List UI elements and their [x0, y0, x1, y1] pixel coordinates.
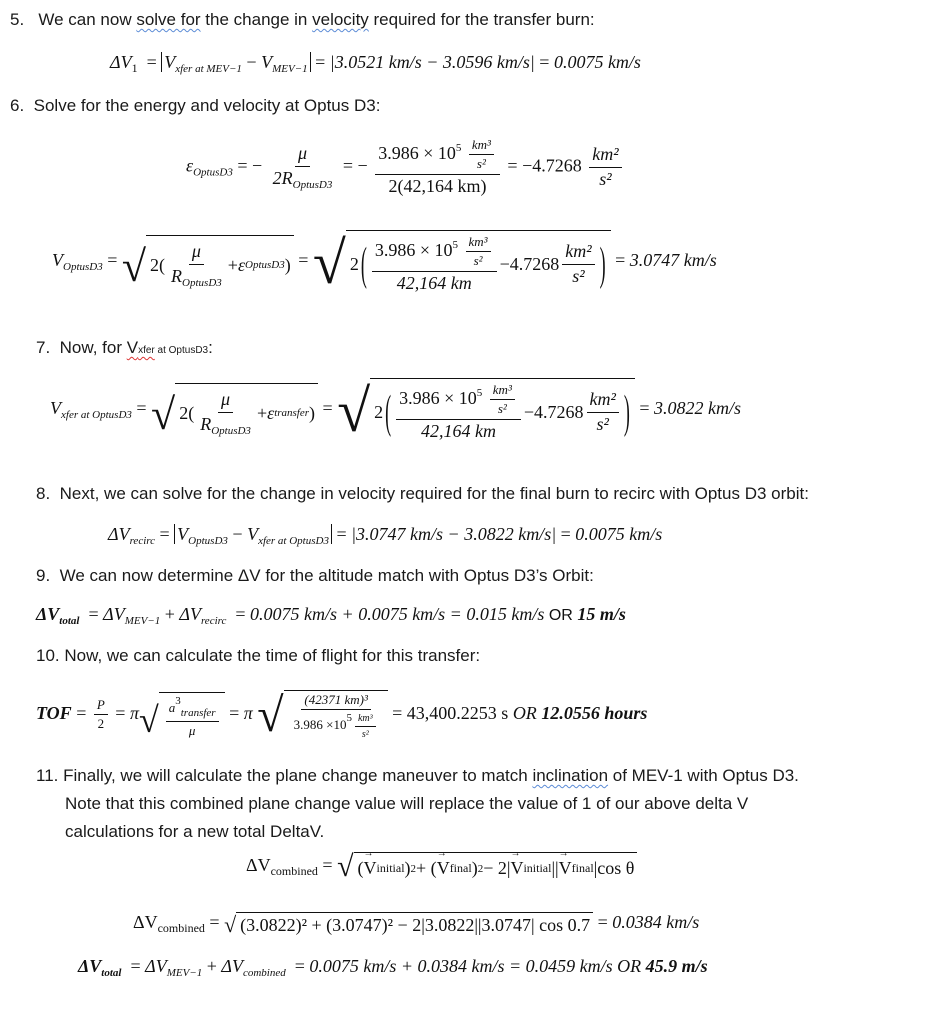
term: V — [164, 52, 176, 72]
lhs: ε — [186, 155, 194, 176]
square-root: √ 2 ( $3.986 \times 10^5$ $\frac{\text{km³}}{\text{s²}}$ 42,164 km − 4.7268 $\frac{\text{km²}}{\text{s²}}$ ) — [313, 230, 611, 293]
energy: 4.7268 — [534, 401, 584, 422]
term: V — [261, 52, 273, 72]
step-7 — [36, 338, 213, 358]
equation-delta-v-total-altitude: $\Delta V_{total} = \Delta V_{MEV-1} + \Delta V_{recirc} = 0.0075$ km/s + 0.0075 km/s = 0.015 km/s OR 15 m/s — [36, 604, 626, 627]
lhs-sub: total — [59, 615, 80, 627]
v-sub2: at OptusD3 — [154, 345, 209, 356]
step-number: 10. — [36, 646, 60, 665]
values: 0.0075 km/s + 0.0384 km/s = 0.0459 km/s — [309, 956, 613, 976]
step-text: Finally, we will calculate the plane change maneuver to match — [63, 766, 533, 785]
term-sub: xfer at MEV−1 — [175, 63, 242, 75]
or-label: OR — [617, 956, 642, 976]
term-sub: recirc — [200, 615, 227, 627]
pi: π — [129, 703, 139, 724]
lhs: ΔV — [108, 524, 130, 544]
denominator: 2R — [272, 167, 293, 188]
lhs: ΔV — [246, 855, 271, 876]
denominator: 3.986 ×10 — [293, 717, 347, 733]
lhs-sub: OptusD3 — [193, 166, 233, 179]
result: 3.0822 km/s — [654, 397, 742, 418]
numerator: μ — [295, 144, 310, 167]
eps-sub: OptusD3 — [245, 259, 285, 272]
term-sub: MEV−1 — [272, 63, 308, 75]
step-text: Solve for the energy and velocity at Optus D3: — [33, 96, 381, 115]
square-root: √ 2 ( $3.986 \times 10^5$ $\frac{\text{km³}}{\text{s²}}$ 42,164 km − 4.7268 $\frac{\text{km²}}{\text{s²}}$ ) — [337, 378, 635, 441]
step-text: Now, we can calculate the time of flight for this transfer: — [64, 646, 481, 665]
step-number: 6. — [10, 96, 25, 115]
step-text: the change in — [200, 10, 313, 29]
unit-den: s² — [599, 168, 612, 189]
fraction — [375, 138, 500, 196]
square-root: √ 2( $\frac{\mu}{R_{OptusD3}}$ + ε transfer ) — [151, 383, 318, 437]
step-text: Note that this combined plane change value will replace the value of 1 of our above delta V — [65, 794, 749, 813]
values: |3.0521 km/s − 3.0596 km/s| — [329, 52, 535, 72]
step-5 — [10, 10, 595, 30]
r-sub: OptusD3 — [182, 276, 222, 289]
step-text: calculations for a new total DeltaV. — [65, 822, 325, 841]
step-number: 8. — [36, 484, 51, 503]
equation-delta-v-combined-formula: $\Delta V_{combined}$ = √ ( → V initial ) 2 + ( → V final ) 2 − 2| → V initial || → V final | cos θ — [246, 852, 637, 882]
radius: 42,164 km — [396, 272, 472, 293]
r-sub: OptusD3 — [211, 424, 251, 437]
step-number: 7. — [36, 338, 51, 357]
spellcheck-underlined-text[interactable]: solve for — [136, 10, 201, 29]
colon: : — [208, 338, 213, 357]
result: −4.7268 — [522, 155, 582, 176]
lhs: ΔV — [110, 52, 132, 72]
denominator: 2(42,164 km) — [388, 175, 487, 196]
step-text: Next, we can solve for the change in velocity required for the final burn to recirc with Optus D3 orbit: — [59, 484, 809, 503]
square-root: √ ( → V initial ) 2 + ( → V final ) 2 − 2| → V initial || → V final | cos θ — [337, 852, 637, 882]
seconds: 43,400.2253 s — [406, 703, 509, 724]
spellcheck-underlined-text[interactable]: inclination — [532, 766, 609, 785]
equation-delta-v1: $\Delta V_1 = V_{xfer at MEV-1} - V_{MEV-1} = |3.0521$ km/s − 3.0596 km/s| = 0.0075 km/s — [110, 52, 641, 75]
result: 0.0384 km/s — [612, 912, 700, 933]
exponent: 5 — [455, 141, 462, 154]
or-label: OR — [548, 607, 573, 624]
lhs-sub: combined — [157, 921, 205, 936]
equation-energy-optusd3: $\varepsilon_{OptusD3}$ = − $\frac{\mu}{2R_{OptusD3}}$ = − $3.986 \times 10^5$ $\frac{\text{km³}}{\text{s²}}$ 2(42,164 km) = −4.7268 $\frac{\text{km²}}{\text{s²}}$ — [186, 138, 625, 196]
result: 15 m/s — [577, 604, 626, 624]
fraction — [270, 144, 336, 191]
step-8 — [36, 484, 809, 504]
lhs-sub: combined — [270, 864, 318, 879]
exponent: 3 — [175, 694, 181, 707]
result: 45.9 m/s — [645, 956, 708, 976]
values: |3.0747 km/s − 3.0822 km/s| — [351, 524, 557, 544]
v-sub: xfer — [138, 345, 155, 356]
hours: 12.0556 hours — [541, 703, 648, 724]
unit-num: km³ — [469, 138, 494, 155]
step-9 — [36, 566, 594, 586]
step-6 — [10, 96, 380, 116]
denominator-sub: OptusD3 — [292, 178, 333, 191]
lhs: ΔV — [133, 912, 158, 933]
spellcheck-underlined-text[interactable] — [127, 338, 155, 357]
lhs-sub: OptusD3 — [63, 260, 103, 273]
unit-num: km² — [589, 145, 621, 168]
equation-velocity-xfer-optusd3: $V_{xfer at OptusD3}$ = √ 2( $\frac{\mu}{R_{OptusD3}}$ + ε transfer ) = √ 2 ( $3.986 \times 10^5$ $\frac{\text{km³}}{\text{s²}}$ 42,164 km − 4.7268 $\frac{\text{km²}}{\text{s²}}$ ) = 3.0822 km/s — [50, 378, 742, 445]
denominator: 2 — [97, 716, 105, 732]
lhs: ΔV — [36, 604, 60, 624]
step-text: Now, for — [59, 338, 127, 357]
result: 3.0747 km/s — [629, 249, 717, 270]
equation-velocity-optusd3: $V_{OptusD3}$ = √ 2( $\frac{\mu}{R_{OptusD3}}$ + ε OptusD3 ) = √ 2 ( $3.986 \times 10^5$ $\frac{\text{km³}}{\text{s²}}$ 42,164 km − 4.7268 $\frac{\text{km²}}{\text{s²}}$ ) = 3.0747 km/s — [52, 230, 717, 297]
eps-sub: transfer — [274, 407, 310, 420]
cos-term: cos θ — [597, 858, 635, 878]
term-sub: OptusD3 — [188, 535, 228, 547]
numerator: (42371 km)³ — [301, 693, 370, 710]
lhs-sub: total — [101, 967, 122, 979]
result: 0.0075 km/s — [553, 52, 641, 72]
step-text: required for the transfer burn: — [368, 10, 595, 29]
step-11 — [36, 762, 799, 846]
step-text: We can now determine ΔV for the altitude match with Optus D3’s Orbit: — [59, 566, 594, 585]
lhs: V — [50, 397, 61, 418]
step-text: We can now — [38, 10, 137, 29]
square-root: √ 2( $\frac{\mu}{R_{OptusD3}}$ + ε OptusD3 ) — [122, 235, 294, 289]
exponent: 5 — [346, 712, 352, 725]
or-label: OR — [512, 703, 537, 724]
radius: 42,164 km — [420, 420, 496, 441]
energy: 4.7268 — [509, 253, 560, 274]
lhs: V — [52, 249, 63, 270]
lhs: ΔV — [78, 956, 102, 976]
expression: (3.0822)² + (3.0747)² − 2|3.0822||3.0747| cos 0.7 — [236, 912, 593, 936]
step-10 — [36, 646, 480, 666]
square-root: √ (3.0822)² + (3.0747)² − 2|3.0822||3.0747| cos 0.7 — [224, 912, 593, 936]
step-text: of MEV-1 with Optus D3. — [608, 766, 799, 785]
lhs-sub: xfer at OptusD3 — [61, 408, 132, 421]
equation-delta-v-recirc: $\Delta V_{recirc} = V_{OptusD3} - V_{xfer at OptusD3} = |3.0747$ km/s − 3.0822 km/s| = 0.0075 km/s — [108, 524, 663, 547]
term-sub: MEV−1 — [166, 967, 203, 979]
a-sub: transfer — [180, 706, 216, 719]
vi-sub: initial — [376, 861, 405, 875]
lhs-sub: recirc — [129, 535, 156, 547]
mu-value: 3.986 × 10 — [378, 142, 456, 163]
values: 0.0075 km/s + 0.0075 km/s = 0.015 km/s — [250, 604, 545, 624]
lhs: TOF — [36, 703, 72, 724]
result: 0.0075 km/s — [575, 524, 663, 544]
unit-den: s² — [476, 156, 486, 172]
equation-delta-v-total-combined: $\Delta V_{total} = \Delta V_{MEV-1} + \Delta V_{combined} = 0.0075$ km/s + 0.0384 km/s = 0.0459 km/s OR 45.9 m/s — [78, 956, 708, 979]
square-root: √ $\frac{a^3_{transfer}}{\mu}$ — [139, 692, 225, 738]
term-sub: xfer at OptusD3 — [258, 535, 329, 547]
step-number: 11. — [36, 766, 59, 785]
vf-sub: final — [449, 861, 472, 875]
equation-delta-v-combined-values: $\Delta V_{combined}$ = √ (3.0822)² + (3.0747)² − 2|3.0822||3.0747| cos 0.7 = 0.0384 km/s — [133, 912, 700, 937]
step-number: 9. — [36, 566, 51, 585]
v-symbol: V — [126, 338, 139, 357]
equation-time-of-flight: TOF = $\frac{P}{2}$ = π √ $\frac{a^3_{transfer}}{\mu}$ = π √ (42371 km)³ $3.986 \times 10^5$ $\frac{\text{km³}}{\text{s²}}$ = 43,400.2253 s OR 12.0556 hours — [36, 688, 648, 742]
term-sub: MEV−1 — [124, 615, 161, 627]
term-sub: combined — [242, 967, 286, 979]
lhs-sub: 1 — [131, 61, 138, 75]
step-number: 5. — [10, 10, 25, 29]
numerator: P — [94, 698, 108, 715]
spellcheck-underlined-text[interactable]: velocity — [312, 10, 369, 29]
square-root: √ (42371 km)³ $3.986 \times 10^5$ $\frac{\text{km³}}{\text{s²}}$ — [257, 690, 387, 740]
